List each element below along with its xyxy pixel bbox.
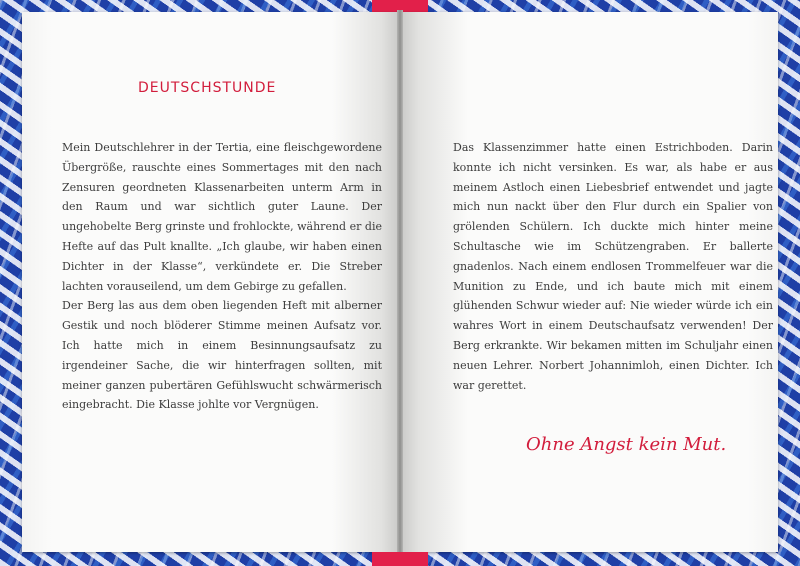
- paragraph: Mein Deutschlehrer in der Tertia, eine fleischgewordene Übergröße, rauschte eines Sommertages mit den nach Zensuren geordneten Klassenarbeiten unterm Arm in den Raum und war sichtlich guter Laune. Der ungehobelte Berg grinste und frohlockte, während er die Hefte auf das Pult knallte. „Ich glaube, wir haben einen Dichter in der Klasse“, verkündete er. Die Streber lachten vorauseilend, um dem Gebirge zu gefallen.: [62, 141, 382, 293]
- left-page-text: [62, 138, 382, 415]
- handwritten-quote: Ohne Angst kein Mut.: [526, 434, 727, 455]
- chapter-heading: DEUTSCHSTUNDE: [138, 80, 277, 96]
- right-page-text: [453, 138, 773, 395]
- paragraph: Das Klassenzimmer hatte einen Estrichboden. Darin konnte ich nicht versinken. Es war, als habe er aus meinem Astloch einen Liebesbrief entwendet und jagte mich nun nackt über den Flur durch ein Spalier von grölenden Schülern. Ich duckte mich hinter meine Schultasche wie im Schützengraben. Er ballerte gnadenlos. Nach einem endlosen Trommelfeuer war die Munition zu Ende, und ich baute mich mit einem glühenden Schwur wieder auf: Nie wieder würde ich ein wahres Wort in einem Deutschaufsatz verwenden! Der Berg erkrankte. Wir bekamen mitten im Schuljahr einen neuen Lehrer. Norbert Johannimloh, einen Dichter. Ich war gerettet.: [453, 141, 773, 392]
- paragraph: Der Berg las aus dem oben liegenden Heft mit alberner Gestik und noch blöderer Stimme meinen Aufsatz vor. Ich hatte mich in einem Besinnungsaufsatz zu irgendeiner Sache, die wir hinterfragen sollten, mit meiner ganzen pubertären Gefühlswucht schwärmerisch eingebracht. Die Klasse johlte vor Vergnügen.: [62, 299, 382, 412]
- book-spine: [397, 10, 403, 556]
- bookmark-ribbon-bottom: [372, 552, 428, 566]
